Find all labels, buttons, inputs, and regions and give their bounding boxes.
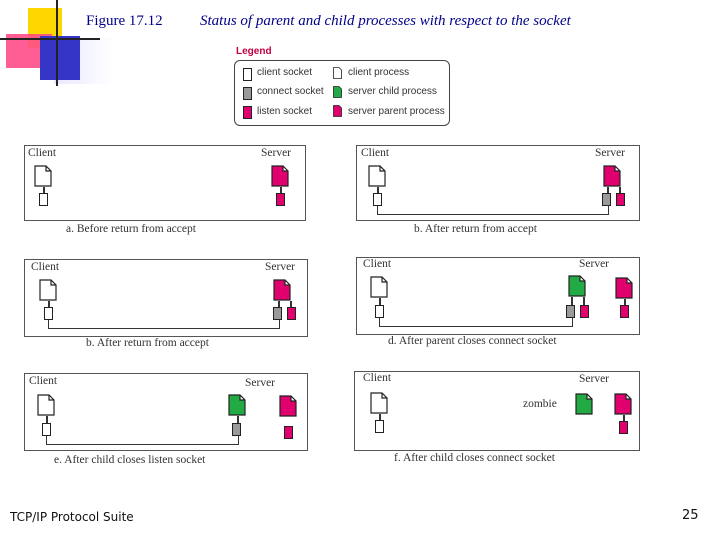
client-process-icon bbox=[39, 279, 57, 301]
listen-socket bbox=[287, 307, 296, 320]
panel-a bbox=[24, 145, 306, 221]
server-parent-process-icon bbox=[279, 395, 297, 417]
connect-socket bbox=[273, 307, 282, 320]
panel-b bbox=[356, 145, 640, 221]
client-socket bbox=[375, 305, 384, 318]
server-parent-process-icon bbox=[271, 165, 289, 187]
connection-wire bbox=[46, 436, 239, 445]
connect-socket bbox=[602, 193, 611, 206]
caption-f: f. After child closes connect socket bbox=[394, 452, 555, 464]
client-process-icon bbox=[333, 67, 342, 79]
client-label: Client bbox=[28, 147, 57, 159]
client-process-icon bbox=[370, 392, 388, 414]
legend-item-server-parent-process: server parent process bbox=[348, 106, 445, 117]
caption-c: b. After return from accept bbox=[86, 337, 209, 349]
server-child-process-icon bbox=[228, 394, 246, 416]
client-socket bbox=[39, 193, 48, 206]
client-socket bbox=[42, 423, 51, 436]
legend-item-server-child-process: server child process bbox=[348, 86, 437, 97]
listen-socket bbox=[284, 426, 293, 439]
server-parent-process-icon bbox=[614, 393, 632, 415]
client-label: Client bbox=[363, 258, 392, 270]
listen-socket bbox=[619, 421, 628, 434]
client-label: Client bbox=[31, 261, 60, 273]
client-socket bbox=[375, 420, 384, 433]
listen-socket bbox=[276, 193, 285, 206]
connect-socket bbox=[232, 423, 241, 436]
decor-blue-square bbox=[40, 36, 80, 80]
client-label: Client bbox=[363, 372, 392, 384]
connect-socket bbox=[566, 305, 575, 318]
legend-item-connect-socket: connect socket bbox=[257, 86, 324, 97]
client-process-icon bbox=[37, 394, 55, 416]
legend-item-listen-socket: listen socket bbox=[257, 106, 313, 117]
page-number: 25 bbox=[682, 508, 699, 523]
server-child-process-icon bbox=[575, 393, 593, 415]
server-label: Server bbox=[579, 258, 610, 270]
client-socket bbox=[373, 193, 382, 206]
server-parent-process-icon bbox=[603, 165, 621, 187]
legend-item-client-socket: client socket bbox=[257, 67, 313, 78]
stem bbox=[571, 297, 573, 305]
server-label: Server bbox=[245, 377, 276, 389]
listen-socket-swatch bbox=[243, 106, 252, 119]
caption-a: a. Before return from accept bbox=[66, 223, 196, 235]
caption-d: d. After parent closes connect socket bbox=[388, 335, 557, 347]
footer-suite: TCP/IP Protocol Suite bbox=[10, 510, 134, 524]
legend-title: Legend bbox=[236, 46, 272, 57]
server-label: Server bbox=[595, 147, 626, 159]
server-child-process-icon bbox=[568, 275, 586, 297]
server-parent-process-icon bbox=[615, 277, 633, 299]
stem bbox=[583, 297, 585, 305]
panel-c bbox=[24, 259, 308, 337]
decor-horizontal-line bbox=[0, 38, 100, 40]
connection-wire bbox=[379, 318, 573, 327]
panel-e bbox=[24, 373, 308, 451]
server-label: Server bbox=[261, 147, 292, 159]
listen-socket bbox=[580, 305, 589, 318]
client-socket bbox=[44, 307, 53, 320]
server-parent-process-icon bbox=[333, 105, 342, 117]
client-label: Client bbox=[361, 147, 390, 159]
figure-number: Figure 17.12 bbox=[86, 13, 163, 29]
stem bbox=[379, 298, 381, 305]
decor-vertical-line bbox=[56, 0, 58, 86]
server-child-process-icon bbox=[333, 86, 342, 98]
connection-wire bbox=[377, 206, 609, 215]
figure-caption: Status of parent and child processes with respect to the socket bbox=[200, 13, 571, 29]
client-process-icon bbox=[34, 165, 52, 187]
connection-wire bbox=[48, 320, 280, 329]
server-label: Server bbox=[579, 373, 610, 385]
client-socket-swatch bbox=[243, 68, 252, 81]
legend-item-client-process: client process bbox=[348, 67, 410, 78]
client-label: Client bbox=[29, 375, 58, 387]
connect-socket-swatch bbox=[243, 87, 252, 100]
stem bbox=[46, 416, 48, 423]
zombie-label: zombie bbox=[523, 398, 557, 410]
listen-socket bbox=[620, 305, 629, 318]
panel-f bbox=[354, 371, 640, 451]
client-process-icon bbox=[370, 276, 388, 298]
panel-d bbox=[356, 257, 640, 335]
server-label: Server bbox=[265, 261, 296, 273]
listen-socket bbox=[616, 193, 625, 206]
stem bbox=[237, 416, 239, 423]
legend-box bbox=[234, 60, 450, 126]
caption-b: b. After return from accept bbox=[414, 223, 537, 235]
server-parent-process-icon bbox=[273, 279, 291, 301]
client-process-icon bbox=[368, 165, 386, 187]
caption-e: e. After child closes listen socket bbox=[54, 454, 206, 466]
